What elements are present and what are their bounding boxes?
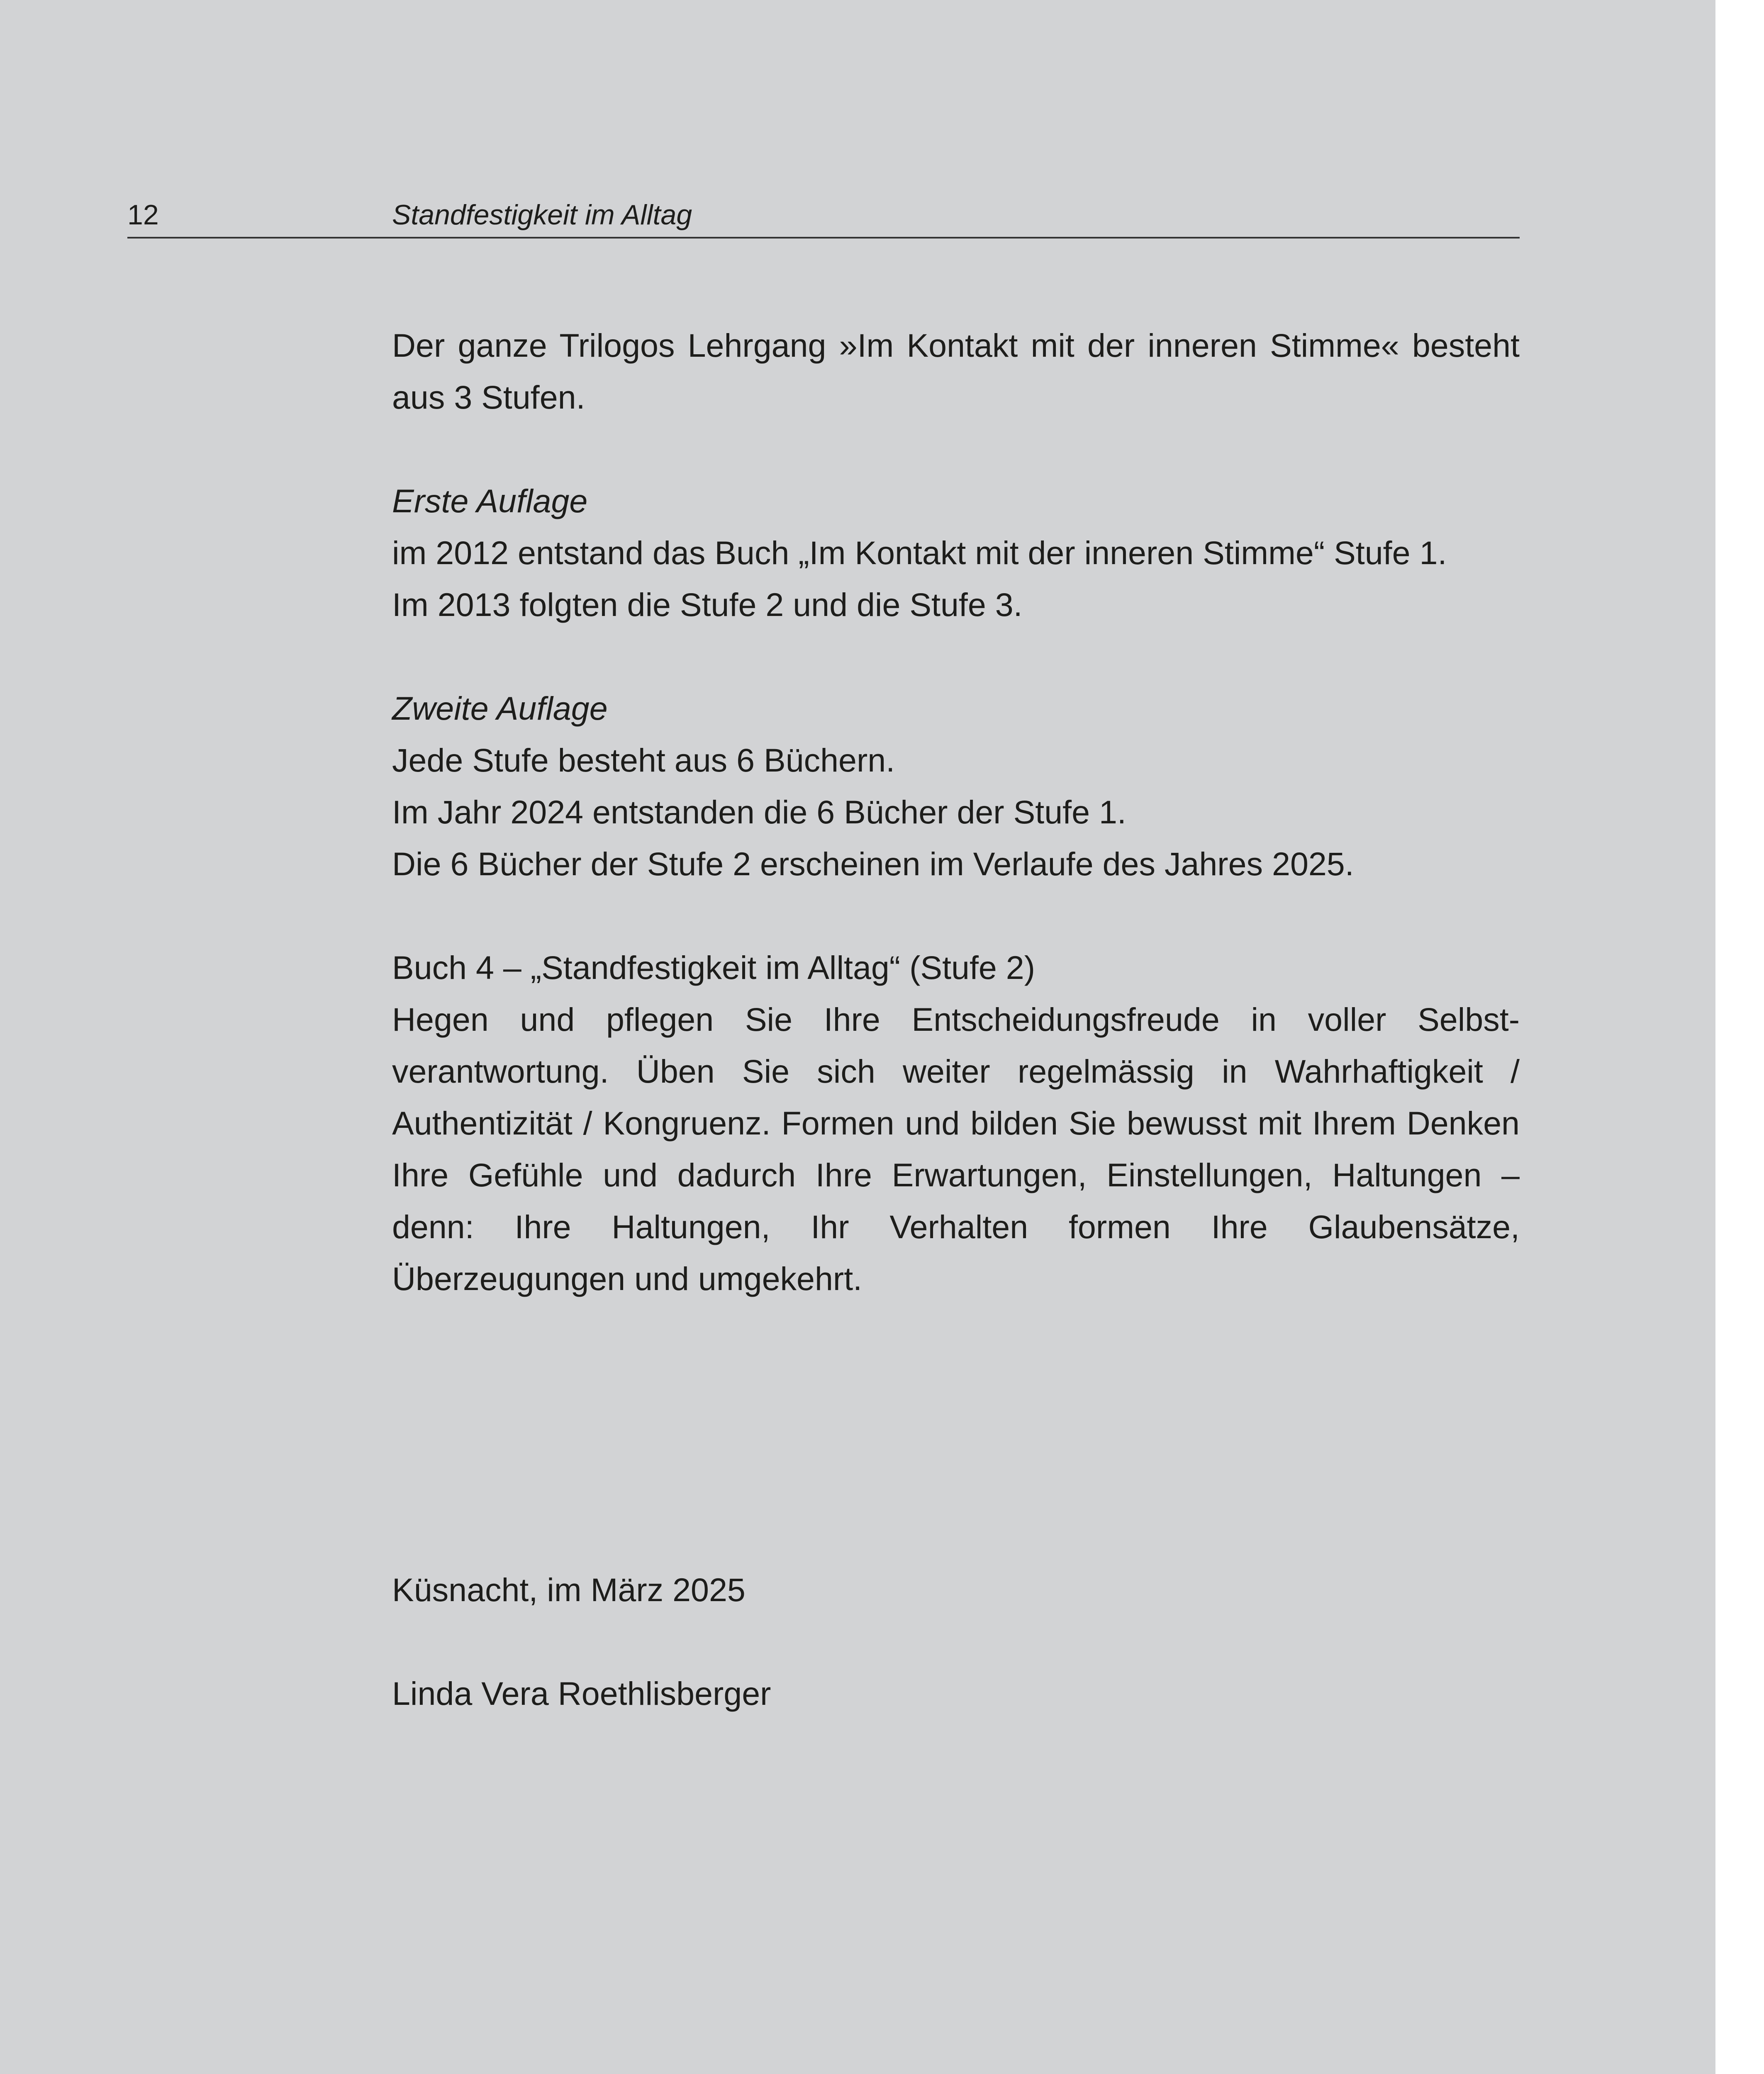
header-rule [127,237,1520,239]
place-date: Küsnacht, im März 2025 [392,1571,746,1608]
second-edition-heading: Zweite Auflage [392,690,608,727]
book-title-line: Buch 4 – „Standfestigkeit im Alltag“ (Stufe 2) [392,949,1035,986]
book-description: Hegen und pflegen Sie Ihre Entscheidungsfreude in voller Selbstverantwortung. Üben Sie sich weiter regelmässig in Wahrhaftigkeit / Authentizität / Kongruenz. Formen und bilden Sie bewusst mit Ihrem Denken Ihre Gefühle und dadurch Ihre Erwartungen, Einstellungen, Haltungen – denn: Ihre Haltungen, Ihr Verhalten formen Ihre Glaubensätze, Überzeugungen und umgekehrt. [392,1001,1520,1297]
running-header [127,195,1520,236]
running-title: Standfestigkeit im Alltag [392,199,692,231]
body-text [392,319,1520,1356]
first-edition-heading: Erste Auflage [392,482,588,519]
book-section [392,942,1520,1305]
intro-paragraph: Der ganze Trilogos Lehrgang »Im Kontakt mit der inneren Stimme« besteht aus 3 Stufen. [392,327,1520,416]
second-edition-line: Jede Stufe besteht aus 6 Büchern. [392,742,895,779]
first-edition-line: Im 2013 folgten die Stufe 2 und die Stufe 3. [392,586,1023,623]
first-edition-section [392,475,1520,630]
page-number: 12 [127,199,159,231]
second-edition-line: Die 6 Bücher der Stufe 2 erscheinen im Verlaufe des Jahres 2025. [392,845,1354,882]
first-edition-line: im 2012 entstand das Buch „Im Kontakt mit der inneren Stimme“ Stufe 1. [392,534,1447,571]
author-name: Linda Vera Roethlisberger [392,1675,771,1712]
second-edition-section [392,682,1520,890]
closing [392,1564,771,1771]
second-edition-line: Im Jahr 2024 entstanden die 6 Bücher der Stufe 1. [392,794,1126,830]
